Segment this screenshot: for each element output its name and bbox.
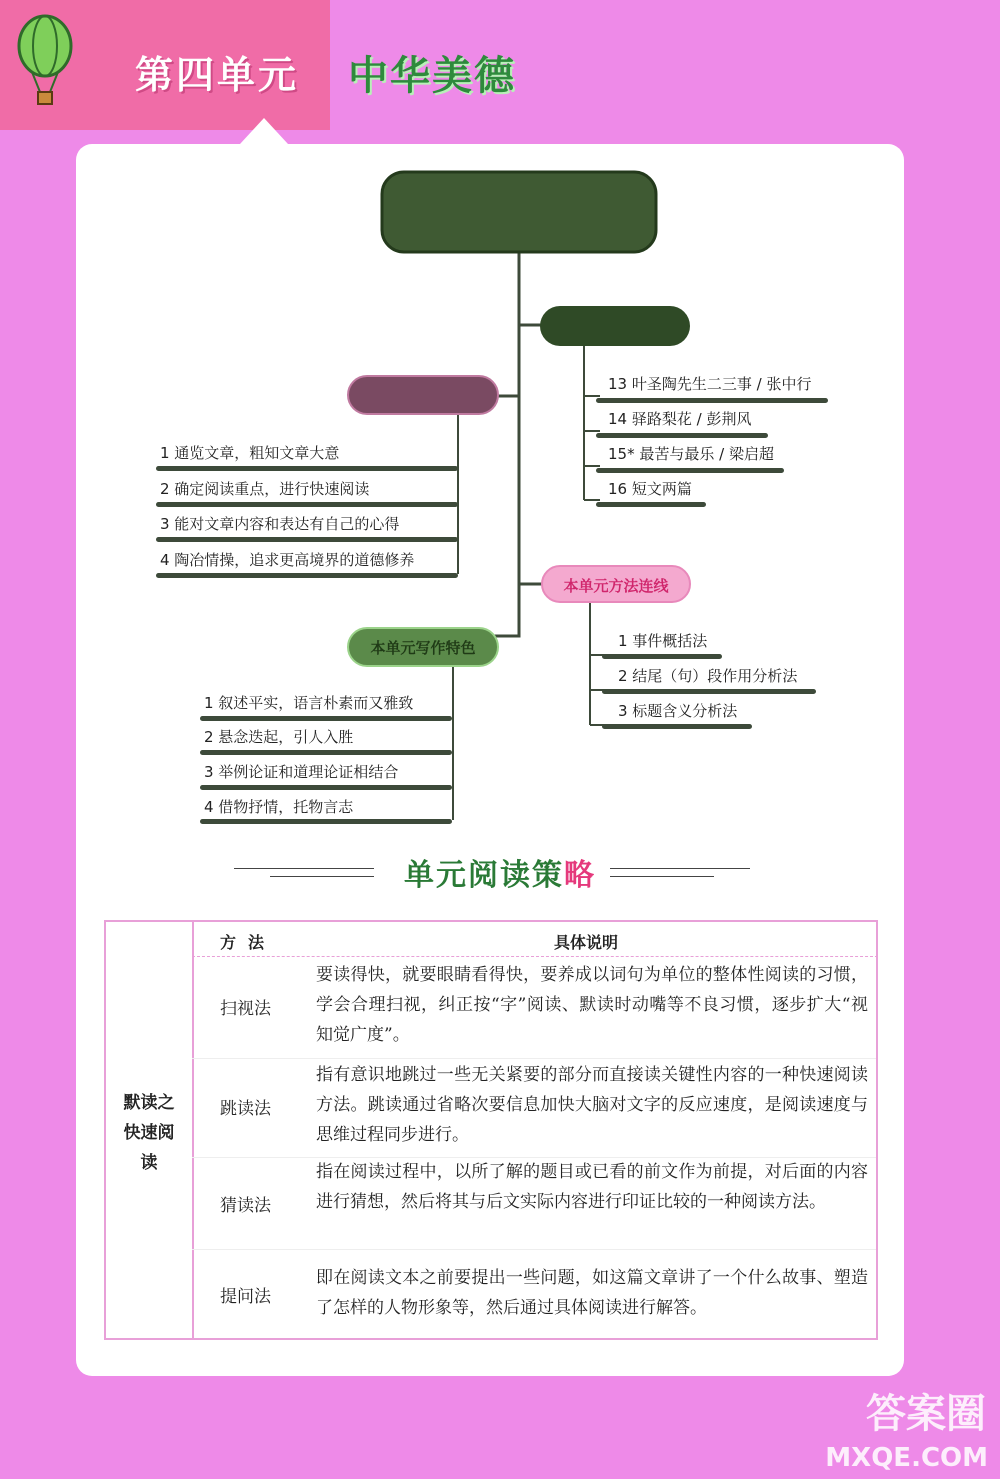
text-item-underline [596,433,768,438]
method-description: 要读得快，就要眼睛看得快，要养成以词句为单位的整体性阅读的习惯，学会合理扫视，纠正按“字”阅读、默读时动嘴等不良习惯，逐步扩大“视知觉广度”。 [316,965,868,1045]
watermark-url: MXQE.COM [825,1443,988,1473]
method-name: 提问法 [220,1287,271,1307]
feature-item-underline [200,819,452,824]
method-name: 跳读法 [220,1099,271,1119]
goal-item-underline [156,466,458,471]
feature-item-underline [200,785,452,790]
goal-item: 2 确定阅读重点，进行快速阅读 [160,480,370,498]
unit-label: 第四单元 [135,53,300,97]
method-item: 2 结尾（句）段作用分析法 [618,667,798,685]
method-description: 指在阅读过程中，以所了解的题目或已看的前文作为前提，对后面的内容进行猜想，然后将其与后文实际内容进行印证比较的一种阅读方法。 [316,1162,868,1212]
methods-branch-label: 本单元方法连线 [563,577,669,595]
goal-item: 4 陶冶情操，追求更高境界的道德修养 [160,551,415,569]
feature-item: 1 叙述平实，语言朴素而又雅致 [204,694,414,712]
method-item: 3 标题含义分析法 [618,702,738,720]
feature-item: 3 举例论证和道理论证相结合 [204,763,399,781]
features-branch-label: 本单元写作特色 [370,639,476,657]
root-node [382,172,656,252]
row-separator [192,1249,876,1250]
method-item-underline [602,724,752,729]
strategy-section-title [0,850,1000,894]
feature-item: 2 悬念迭起，引人入胜 [204,728,354,746]
watermark-logo: 答案圈 [866,1391,986,1437]
method-name: 猜读法 [220,1196,271,1216]
goal-item: 1 通览文章，粗知文章大意 [160,444,340,462]
strategy-title-main: 单元阅读策 [404,858,564,893]
strategy-title-last: 略 [564,858,596,893]
feature-item-underline [200,750,452,755]
goal-item-underline [156,502,458,507]
category-label: 默读之快速阅读 [123,1093,175,1173]
method-description: 指有意识地跳过一些无关紧要的部分而直接读关键性内容的一种快速阅读方法。跳读通过省略次要信息加快大脑对文字的反应速度，是阅读速度与思维过程同步进行。 [316,1065,868,1145]
goal-item-underline [156,537,458,542]
method-item-underline [602,654,722,659]
text-item-underline [596,468,784,473]
text-item-underline [596,502,706,507]
table-header [192,922,878,957]
goal-item: 3 能对文章内容和表达有自己的心得 [160,515,400,533]
text-item-underline [596,398,828,403]
text-item: 13 叶圣陶先生二三事 / 张中行 [608,375,812,393]
method-name: 扫视法 [220,999,271,1019]
trunk-line [480,252,519,636]
header-method: 方法 [220,933,277,952]
text-item: 14 驿路梨花 / 彭荆风 [608,410,752,428]
method-item: 1 事件概括法 [618,632,708,650]
text-item: 15* 最苦与最乐 / 梁启超 [608,445,774,463]
unit-title: 中华美德 [348,53,516,99]
method-item-underline [602,689,816,694]
method-description: 即在阅读文本之前要提出一些问题，如这篇文章讲了一个什么故事、塑造了怎样的人物形象等，然后通过具体阅读进行解答。 [316,1268,868,1318]
row-separator [192,1058,876,1059]
texts-branch-pill [540,306,690,346]
goal-item-underline [156,573,458,578]
header-description: 具体说明 [554,933,619,952]
feature-item: 4 借物抒情，托物言志 [204,798,354,816]
text-item: 16 短文两篇 [608,480,692,498]
goals-branch-pill [348,376,498,414]
feature-item-underline [200,716,452,721]
